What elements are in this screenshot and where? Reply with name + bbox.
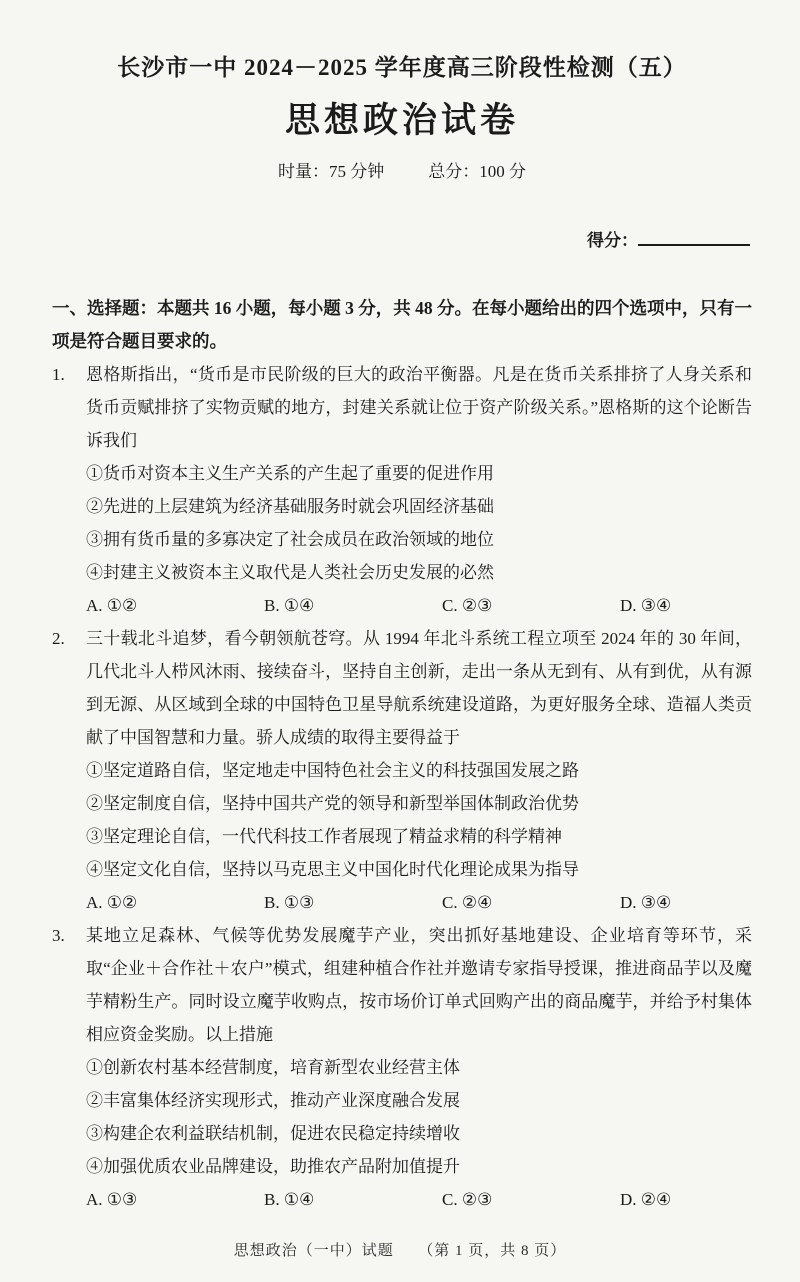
statement-item: ①坚定道路自信，坚定地走中国特色社会主义的科技强国发展之路 [86,761,579,780]
question-stem: 三十载北斗追梦，看今朝领航苍穹。从 1994 年北斗系统工程立项至 2024 年的 30 年间，几代北斗人栉风沐雨、接续奋斗，坚持自主创新，走出一条从无到有、从有到优，从有源到无源、从区域到全球的中国特色卫星导航系统建设道路，为更好服务全球、造福人类贡献了中国智慧和力量。骄人成绩的取得主要得益于 [86,629,752,747]
statement-item: ②坚定制度自信，坚持中国共产党的领导和新型举国体制政治优势 [86,794,579,813]
choice-c: C. ②④ [442,893,493,912]
statement-item: ④封建主义被资本主义取代是人类社会历史发展的必然 [86,563,494,582]
duration-label: 时量：75 分钟 [278,162,385,181]
paper-title: 思想政治试卷 [284,101,519,140]
choice-d: D. ③④ [620,596,672,615]
statement-list [86,754,752,886]
statement-list [86,457,752,589]
choice-b: B. ①③ [264,893,315,912]
page-footer: 思想政治（一中）试题 （第 1 页，共 8 页） [233,1243,567,1259]
statement-item: ③坚定理论自信，一代代科技工作者展现了精益求精的科学精神 [86,827,562,846]
statement-item: ①创新农村基本经营制度，培育新型农业经营主体 [86,1058,460,1077]
statement-item: ②先进的上层建筑为经济基础服务时就会巩固经济基础 [86,497,494,516]
choice-d: D. ③④ [620,893,672,912]
statement-item: ④坚定文化自信，坚持以马克思主义中国化时代化理论成果为指导 [86,860,579,879]
choice-a: A. ①② [86,893,138,912]
question-stem: 恩格斯指出，“货币是市民阶级的巨大的政治平衡器。凡是在货币关系排挤了人身关系和货币贡赋排挤了实物贡赋的地方，封建关系就让位于资产阶级关系。”恩格斯的这个论断告诉我们 [86,365,752,450]
statement-item: ①货币对资本主义生产关系的产生起了重要的促进作用 [86,464,494,483]
score-label: 得分： [587,231,638,250]
question-stem: 某地立足森林、气候等优势发展魔芋产业，突出抓好基地建设、企业培育等环节，采取“企业＋合作社＋农户”模式，组建种植合作社并邀请专家指导授课，推进商品芋以及魔芋精粉生产。同时设立魔芋收购点，按市场价订单式回购产出的商品魔芋，并给予村集体相应资金奖励。以上措施 [86,926,752,1044]
question-number: 2. [52,629,65,648]
choice-a: A. ①② [86,596,138,615]
exam-header [52,50,752,186]
choice-d: D. ②④ [620,1190,672,1209]
choice-row [86,1183,752,1216]
question-number: 3. [52,926,65,945]
exam-meta-line [52,158,752,186]
question-number: 1. [52,365,65,384]
question-2 [52,622,752,919]
section-one-heading: 一、选择题：本题共 16 小题，每小题 3 分，共 48 分。在每小题给出的四个选项中，只有一项是符合题目要求的。 [52,298,752,351]
question-3 [52,919,752,1216]
statement-list [86,1051,752,1183]
statement-item: ④加强优质农业品牌建设，助推农产品附加值提升 [86,1157,460,1176]
statement-item: ③构建企农利益联结机制，促进农民稳定持续增收 [86,1124,460,1143]
statement-item: ②丰富集体经济实现形式，推动产业深度融合发展 [86,1091,460,1110]
school-session-line: 长沙市一中 2024－2025 学年度高三阶段性检测（五） [117,55,687,80]
choice-row [86,886,752,919]
choice-b: B. ①④ [264,1190,315,1209]
total-score-label: 总分：100 分 [428,162,526,181]
choice-b: B. ①④ [264,596,315,615]
choice-c: C. ②③ [442,596,493,615]
choice-c: C. ②③ [442,1190,493,1209]
question-1 [52,358,752,622]
score-field [52,228,752,254]
choice-row [86,589,752,622]
score-blank-line [638,229,750,246]
choice-a: A. ①③ [86,1190,138,1209]
statement-item: ③拥有货币量的多寡决定了社会成员在政治领域的地位 [86,530,494,549]
